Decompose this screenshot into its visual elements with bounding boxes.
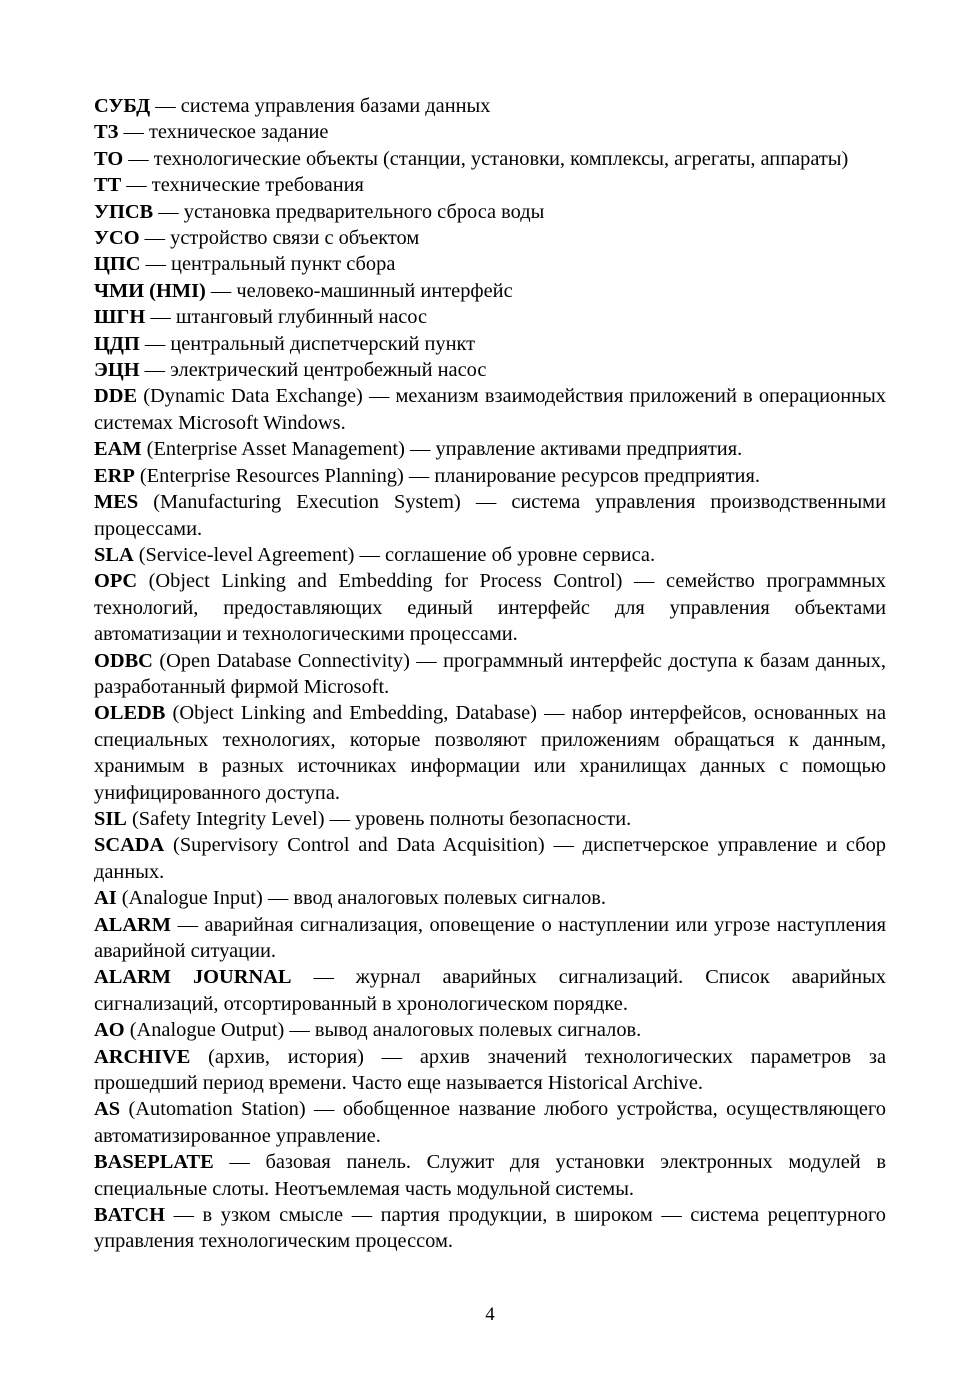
entry-term: SCADA: [94, 834, 165, 857]
glossary-entry: [94, 1096, 886, 1149]
entry-definition: (Automation Station) — обобщенное название любого устройства, осуществляющего автоматизированное управление.: [94, 1098, 886, 1147]
glossary-entry: [94, 383, 886, 436]
glossary-entry: [94, 119, 886, 145]
entry-definition: — электрический центробежный насос: [139, 359, 487, 382]
entry-term: AS: [94, 1098, 121, 1121]
entry-definition: — установка предварительного сброса воды: [153, 200, 545, 223]
entry-definition: — в узком смысле — партия продукции, в широком — система рецептурного управления технологическим процессом.: [94, 1204, 886, 1253]
entry-definition: (Object Linking and Embedding for Process Control) — семейство программных технологий, предоставляющих единый интерфейс для управления объектами автоматизации и технологическими процессами.: [94, 570, 886, 646]
entry-definition: (Safety Integrity Level) — уровень полноты безопасности.: [126, 807, 632, 830]
glossary-entry: [94, 832, 886, 885]
glossary-entry: [94, 1149, 886, 1202]
entry-term: MES: [94, 491, 139, 514]
entry-term: EAM: [94, 438, 142, 461]
entry-term: ERP: [94, 464, 135, 487]
entry-term: DDE: [94, 385, 138, 408]
entry-term: AI: [94, 887, 117, 910]
entry-definition: — система управления базами данных: [150, 95, 491, 117]
entry-term: ЦДП: [94, 332, 140, 355]
entry-definition: (Dynamic Data Exchange) — механизм взаимодействия приложений в операционных системах Microsoft Windows.: [94, 385, 886, 434]
entry-term: ARCHIVE: [94, 1045, 191, 1068]
entry-definition: — штанговый глубинный насос: [145, 306, 428, 329]
entry-term: УПСВ: [94, 200, 154, 223]
glossary-entry: [94, 542, 886, 568]
entry-term: BATCH: [94, 1204, 165, 1227]
entry-term: ALARM JOURNAL: [94, 966, 292, 989]
entry-definition: (Object Linking and Embedding, Database) — набор интерфейсов, основанных на специальных технологиях, которые позволяют приложениям обращаться к данным, хранимым в разных источниках информации или хранилищах данных с помощью унифицированного доступа.: [94, 702, 886, 804]
glossary-entry: [94, 964, 886, 1017]
entry-definition: — техническое задание: [118, 121, 329, 144]
entry-definition: (Service-level Agreement) — соглашение об уровне сервиса.: [133, 543, 656, 566]
entry-term: ШГН: [94, 306, 146, 329]
entry-definition: — центральный пункт сбора: [140, 253, 396, 276]
glossary-entry: [94, 331, 886, 357]
entry-definition: — базовая панель. Служит для установки электронных модулей в специальные слоты. Неотъемлемая часть модульной системы.: [94, 1151, 886, 1200]
glossary-entry: [94, 885, 886, 911]
entry-term: BASEPLATE: [94, 1151, 214, 1174]
entry-definition: (Enterprise Asset Management) — управление активами предприятия.: [141, 438, 743, 461]
entry-term: ТО: [94, 147, 124, 170]
entry-definition: (Analogue Output) — вывод аналоговых полевых сигналов.: [124, 1019, 642, 1042]
glossary-entry: [94, 806, 886, 832]
entry-term: SLA: [94, 543, 134, 566]
entry-definition: (архив, история) — архив значений технологических параметров за прошедший период времени. Часто еще называется Historical Archive.: [94, 1045, 886, 1095]
entry-definition: — центральный диспетчерский пункт: [139, 332, 476, 355]
entry-definition: (Enterprise Resources Planning) — планирование ресурсов предприятия.: [134, 464, 760, 487]
glossary-entry: [94, 700, 886, 806]
glossary-entry: [94, 436, 886, 462]
glossary-entry: [94, 1202, 886, 1255]
entry-term: ЧМИ (HMI): [94, 279, 206, 302]
glossary-entry: [94, 278, 886, 304]
glossary-entry: [94, 1017, 886, 1043]
entry-definition: (Manufacturing Execution System) — система управления производственными процессами.: [94, 491, 886, 540]
glossary-entry: [94, 357, 886, 383]
entry-term: ALARM: [94, 913, 172, 936]
glossary-entry: [94, 146, 886, 172]
entry-definition: — человеко-машинный интерфейс: [205, 279, 513, 302]
entry-term: ЦПС: [94, 253, 141, 276]
glossary-entry: [94, 463, 886, 489]
entry-term: OLEDB: [94, 702, 166, 725]
entry-definition: — аварийная сигнализация, оповещение о наступлении или угрозе наступления аварийной ситуации.: [94, 913, 886, 962]
entry-term: ЭЦН: [94, 359, 140, 382]
entry-definition: — журнал аварийных сигнализаций. Список аварийных сигнализаций, отсортированный в хронологическом порядке.: [94, 966, 886, 1015]
entry-definition: — технические требования: [121, 174, 364, 197]
glossary-entry: [94, 225, 886, 251]
glossary-entry: [94, 489, 886, 542]
entry-term: ODBC: [94, 649, 153, 672]
entry-term: OPC: [94, 570, 138, 593]
glossary-entry: [94, 568, 886, 647]
glossary-entry: [94, 1044, 886, 1097]
entry-term: УСО: [94, 227, 140, 250]
glossary-entry: [94, 172, 886, 198]
entry-definition: (Analogue Input) — ввод аналоговых полевых сигналов.: [116, 887, 607, 910]
entry-definition: (Open Database Connectivity) — программный интерфейс доступа к базам данных, разработанный фирмой Microsoft.: [94, 649, 886, 698]
entry-definition: — устройство связи с объектом: [139, 227, 420, 250]
entry-term: AO: [94, 1019, 125, 1042]
entry-term: СУБД: [94, 95, 151, 117]
entry-term: ТЗ: [94, 121, 119, 144]
glossary-entry: [94, 648, 886, 701]
glossary-entry: [94, 251, 886, 277]
glossary-entry: [94, 93, 886, 119]
glossary-list: [94, 93, 886, 1255]
glossary-entry: [94, 199, 886, 225]
entry-definition: (Supervisory Control and Data Acquisition) — диспетчерское управление и сбор данных.: [94, 834, 886, 883]
entry-term: ТТ: [94, 174, 122, 197]
page-number: 4: [485, 1304, 495, 1325]
glossary-entry: [94, 912, 886, 965]
entry-term: SIL: [94, 807, 127, 830]
entry-definition: — технологические объекты (станции, установки, комплексы, агрегаты, аппараты): [123, 147, 849, 170]
glossary-entry: [94, 304, 886, 330]
